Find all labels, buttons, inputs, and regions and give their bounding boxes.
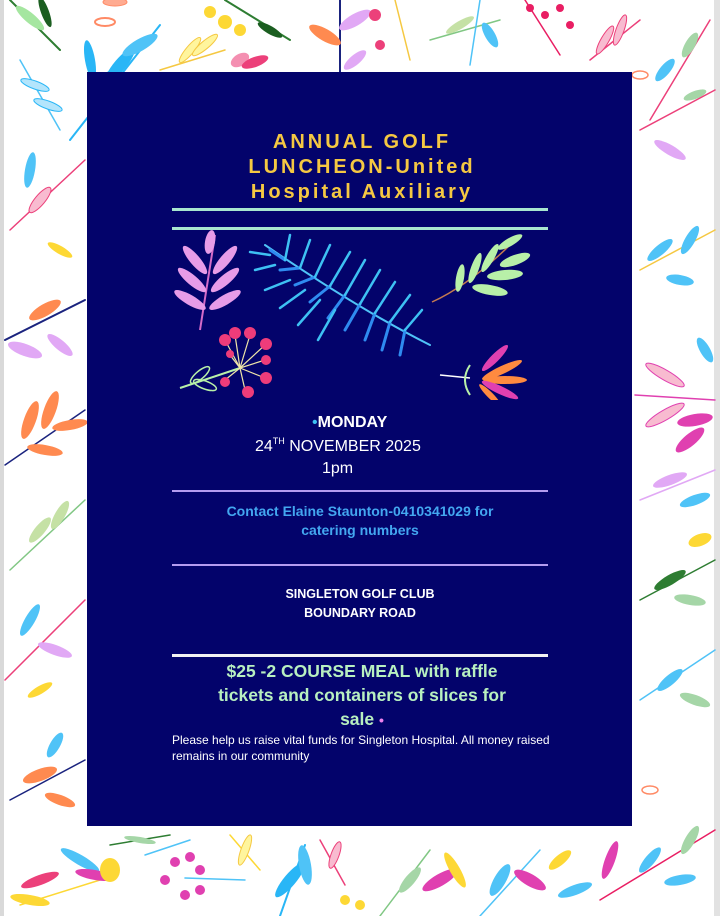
leaf-sprig-icon bbox=[10, 0, 60, 50]
divider-lavender-top bbox=[172, 490, 548, 492]
title-line-2: LUNCHEON-United bbox=[248, 156, 476, 178]
divider-lavender-bottom bbox=[172, 564, 548, 566]
price-info: $25 -2 COURSE MEAL with raffle tickets and containers of slices for sale • bbox=[218, 661, 506, 729]
event-title bbox=[172, 130, 552, 205]
pink-berry-flower-icon bbox=[180, 327, 272, 398]
fundraising-note: Please help us raise vital funds for Singleton Hospital. All money raised remains in our community bbox=[172, 733, 550, 763]
bullet-icon: • bbox=[379, 712, 384, 728]
green-branch-icon bbox=[432, 232, 532, 302]
event-day: •MONDAY bbox=[312, 414, 388, 431]
divider-teal-top bbox=[172, 208, 548, 211]
divider-white bbox=[172, 654, 548, 657]
title-line-1: ANNUAL GOLF bbox=[272, 131, 452, 153]
venue-info: SINGLETON GOLF CLUB BOUNDARY ROAD bbox=[285, 587, 435, 620]
botanical-illustration bbox=[170, 230, 540, 400]
event-time: 1pm bbox=[322, 460, 354, 477]
flyer-panel bbox=[87, 72, 632, 826]
orange-pink-flower-icon bbox=[440, 342, 527, 400]
event-date: 24TH NOVEMBER 2025 bbox=[255, 436, 421, 455]
title-line-3: Hospital Auxiliary bbox=[250, 181, 474, 203]
pink-leaf-icon bbox=[172, 230, 243, 330]
contact-info: Contact Elaine Staunton-0410341029 for catering numbers bbox=[226, 503, 494, 538]
blue-fern-icon bbox=[250, 235, 430, 355]
bullet-icon: • bbox=[312, 414, 318, 431]
